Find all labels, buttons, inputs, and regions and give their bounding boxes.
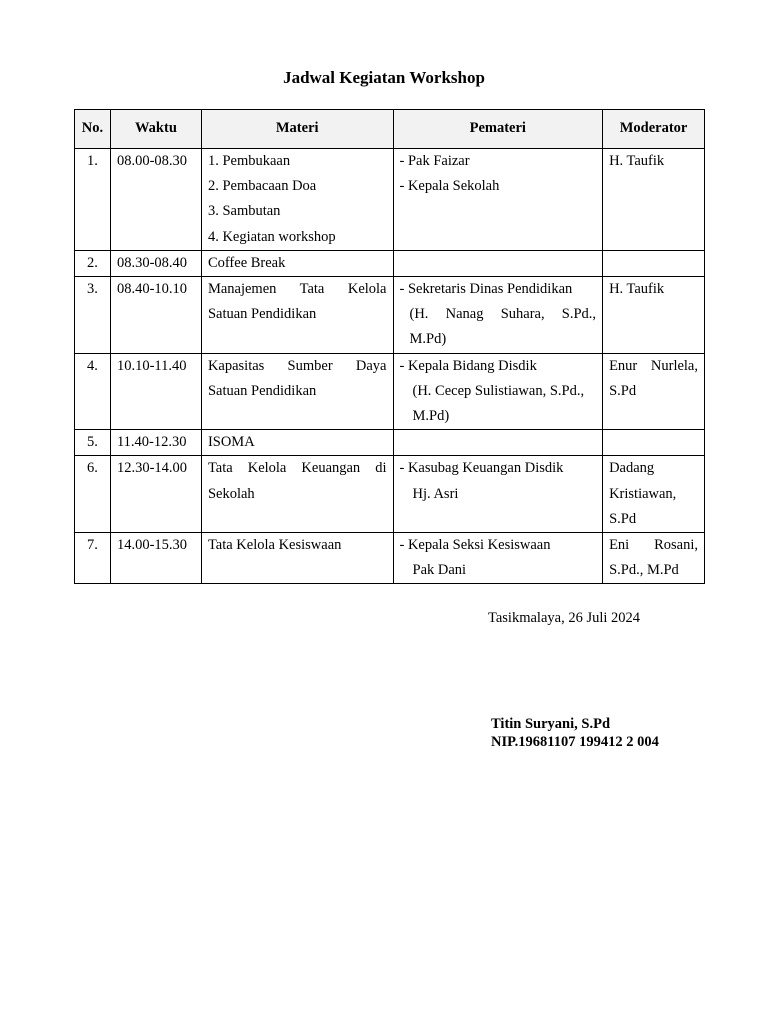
moderator-line: Dadang	[609, 460, 655, 477]
moderator-line: S.Pd	[609, 382, 637, 399]
cell-pemateri	[393, 277, 603, 354]
cell-no: 3.	[75, 277, 111, 354]
table-row	[75, 353, 705, 430]
schedule-table	[74, 109, 705, 584]
signer-name: Titin Suryani, S.Pd	[491, 716, 611, 732]
materi-line: Coffee Break	[207, 254, 286, 271]
header-no: No.	[75, 110, 111, 149]
header-waktu: Waktu	[110, 110, 201, 149]
cell-materi	[201, 353, 393, 430]
place-date: Tasikmalaya, 26 Juli 2024	[488, 610, 641, 626]
cell-waktu: 08.00-08.30	[110, 149, 201, 251]
header-materi: Materi	[201, 110, 393, 149]
materi-line: 3. Sambutan	[207, 203, 281, 220]
table-row	[75, 277, 705, 354]
cell-waktu: 12.30-14.00	[110, 456, 201, 533]
pemateri-line: - Kepala Bidang Disdik	[399, 357, 537, 374]
cell-pemateri	[393, 149, 603, 251]
materi-line: Kapasitas Sumber Daya	[207, 357, 387, 374]
materi-line: Tata Kelola Keuangan di	[207, 460, 387, 477]
materi-line: 4. Kegiatan workshop	[207, 228, 336, 245]
signer-nip: NIP.19681107 199412 2 004	[491, 734, 659, 750]
cell-no: 6.	[75, 456, 111, 533]
moderator-line: H. Taufik	[609, 153, 665, 169]
moderator-line: Kristiawan,	[609, 485, 677, 502]
cell-no: 7.	[75, 533, 111, 584]
moderator-line: Enur Nurlela,	[609, 357, 698, 374]
table-row	[75, 149, 705, 251]
table-row	[75, 430, 705, 456]
table-header-row	[75, 110, 705, 149]
cell-materi	[201, 277, 393, 354]
cell-pemateri	[393, 430, 603, 456]
moderator-line: Eni Rosani,	[609, 537, 698, 554]
header-moderator: Moderator	[603, 110, 705, 149]
header-pemateri: Pemateri	[393, 110, 603, 149]
materi-line: 2. Pembacaan Doa	[207, 178, 317, 195]
cell-moderator	[603, 250, 705, 276]
cell-waktu: 08.30-08.40	[110, 250, 201, 276]
pemateri-line: - Kasubag Keuangan Disdik	[399, 460, 564, 477]
cell-moderator	[603, 277, 705, 354]
cell-pemateri	[393, 533, 603, 584]
signature-block	[491, 715, 659, 751]
pemateri-line: - Pak Faizar	[399, 153, 470, 169]
cell-materi	[201, 456, 393, 533]
materi-line: Tata Kelola Kesiswaan	[207, 537, 342, 554]
pemateri-line: (H. Cecep Sulistiawan, S.Pd.,	[412, 382, 585, 399]
cell-waktu: 11.40-12.30	[110, 430, 201, 456]
cell-moderator	[603, 353, 705, 430]
cell-moderator	[603, 456, 705, 533]
cell-moderator	[603, 533, 705, 584]
cell-no: 4.	[75, 353, 111, 430]
moderator-line: S.Pd., M.Pd	[609, 562, 679, 579]
cell-no: 2.	[75, 250, 111, 276]
materi-line: Satuan Pendidikan	[207, 382, 317, 399]
moderator-line: H. Taufik	[609, 281, 665, 298]
pemateri-line: - Kepala Sekolah	[399, 178, 500, 195]
cell-no: 5.	[75, 430, 111, 456]
cell-pemateri	[393, 353, 603, 430]
pemateri-line: - Sekretaris Dinas Pendidikan	[399, 281, 573, 298]
cell-materi	[201, 533, 393, 584]
materi-line: 1. Pembukaan	[207, 153, 291, 169]
document-title: Jadwal Kegiatan Workshop	[283, 68, 485, 87]
cell-moderator	[603, 430, 705, 456]
table-row	[75, 456, 705, 533]
pemateri-line: - Kepala Seksi Kesiswaan	[399, 537, 551, 554]
cell-materi	[201, 149, 393, 251]
cell-moderator	[603, 149, 705, 251]
table-row	[75, 533, 705, 584]
pemateri-line: (H. Nanag Suhara, S.Pd.,	[409, 306, 597, 323]
cell-no: 1.	[75, 149, 111, 251]
moderator-line: S.Pd	[609, 510, 637, 527]
pemateri-line: Pak Dani	[412, 562, 467, 579]
materi-line: Sekolah	[207, 485, 255, 502]
pemateri-line: M.Pd)	[412, 408, 450, 425]
pemateri-line: Hj. Asri	[412, 485, 459, 502]
cell-materi	[201, 430, 393, 456]
materi-line: ISOMA	[207, 434, 255, 451]
cell-waktu: 10.10-11.40	[110, 353, 201, 430]
cell-pemateri	[393, 456, 603, 533]
cell-waktu: 14.00-15.30	[110, 533, 201, 584]
pemateri-line: M.Pd)	[409, 331, 447, 348]
table-row	[75, 250, 705, 276]
cell-materi	[201, 250, 393, 276]
materi-line: Satuan Pendidikan	[207, 306, 317, 323]
cell-waktu: 08.40-10.10	[110, 277, 201, 354]
materi-line: Manajemen Tata Kelola	[207, 281, 387, 298]
cell-pemateri	[393, 250, 603, 276]
